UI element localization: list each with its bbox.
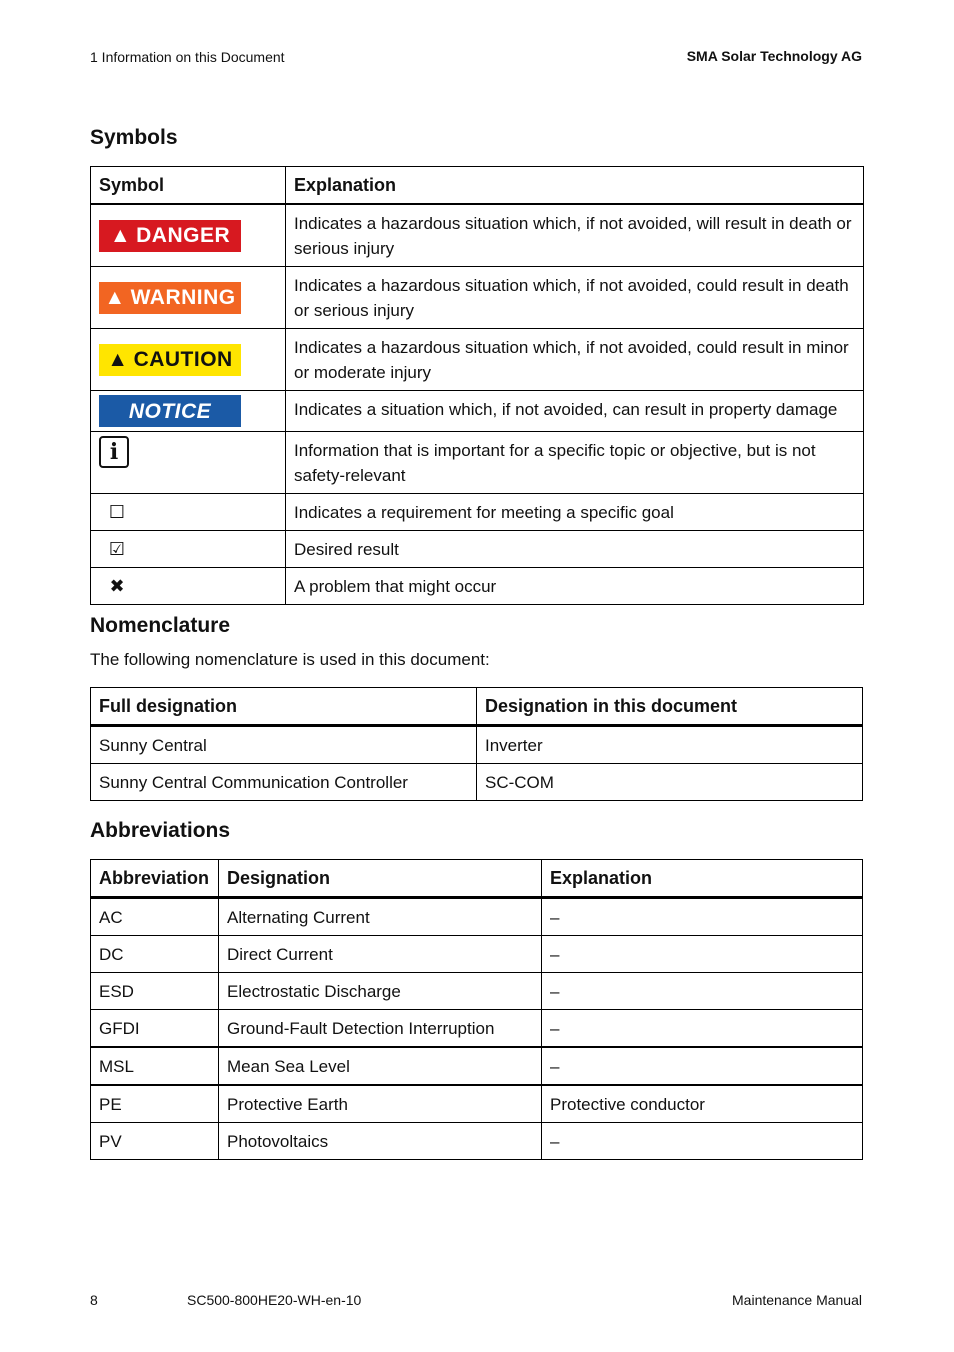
table-row — [91, 973, 863, 1010]
table-row — [91, 1047, 863, 1085]
table-row — [91, 764, 863, 801]
nomenclature-intro: The following nomenclature is used in this document: — [90, 650, 490, 669]
table-row — [91, 726, 863, 764]
nomenclature-title: Nomenclature — [90, 614, 231, 637]
table-cell: – — [542, 1047, 863, 1085]
warning-triangle-icon: ▲ — [104, 286, 126, 309]
table-cell: PV — [91, 1123, 219, 1160]
table-cell: Direct Current — [219, 936, 542, 973]
warning-badge: ▲ WARNING — [99, 282, 241, 314]
symbol-explanation: Desired result — [286, 531, 864, 568]
table-cell: MSL — [91, 1047, 219, 1085]
header-section: 1 Information on this Document — [90, 49, 285, 65]
table-row — [91, 432, 864, 494]
table-cell: Protective Earth — [219, 1085, 542, 1123]
symbol-explanation: Indicates a requirement for meeting a specific goal — [286, 494, 864, 531]
table-cell: Sunny Central — [91, 726, 477, 764]
checkbox-icon: ☐ — [108, 501, 126, 522]
column-header: Abbreviation — [91, 860, 219, 898]
table-cell: Alternating Current — [219, 898, 542, 936]
column-header: Full designation — [91, 688, 477, 726]
table-row — [91, 329, 864, 391]
table-row — [91, 1085, 863, 1123]
table-cell: AC — [91, 898, 219, 936]
table-header-row — [91, 167, 864, 205]
table-cell: Inverter — [477, 726, 863, 764]
table-row — [91, 391, 864, 432]
symbol-explanation: A problem that might occur — [286, 568, 864, 605]
table-cell: Mean Sea Level — [219, 1047, 542, 1085]
column-header: Symbol — [91, 167, 286, 205]
table-cell: SC-COM — [477, 764, 863, 801]
table-cell: – — [542, 898, 863, 936]
danger-badge: ▲ DANGER — [99, 220, 241, 252]
notice-badge: NOTICE — [99, 395, 241, 427]
checked-box-icon: ☑ — [108, 538, 126, 559]
document-id: SC500-800HE20-WH-en-10 — [187, 1292, 362, 1308]
symbols-table — [90, 166, 864, 605]
column-header: Designation — [219, 860, 542, 898]
table-row — [91, 898, 863, 936]
symbol-explanation: Indicates a hazardous situation which, if not avoided, could result in minor or moderate injury — [286, 329, 864, 391]
table-cell: Electrostatic Discharge — [219, 973, 542, 1010]
table-cell: Photovoltaics — [219, 1123, 542, 1160]
warning-triangle-icon: ▲ — [109, 224, 132, 247]
table-header-row — [91, 688, 863, 726]
table-cell: – — [542, 1010, 863, 1048]
table-cell: PE — [91, 1085, 219, 1123]
symbols-title: Symbols — [90, 126, 178, 149]
document-type: Maintenance Manual — [732, 1292, 862, 1308]
cross-icon: ✖ — [109, 575, 125, 596]
abbreviations-title: Abbreviations — [90, 819, 231, 842]
table-cell: Protective conductor — [542, 1085, 863, 1123]
table-cell: DC — [91, 936, 219, 973]
caution-badge: ▲ CAUTION — [99, 344, 241, 376]
table-cell: Ground-Fault Detection Interruption — [219, 1010, 542, 1048]
table-row — [91, 568, 864, 605]
column-header: Explanation — [286, 167, 864, 205]
nomenclature-table — [90, 687, 863, 801]
column-header: Explanation — [542, 860, 863, 898]
table-row — [91, 936, 863, 973]
abbreviations-table — [90, 859, 863, 1160]
table-cell: Sunny Central Communication Controller — [91, 764, 477, 801]
table-cell: – — [542, 1123, 863, 1160]
page-number: 8 — [90, 1292, 98, 1308]
table-header-row — [91, 860, 863, 898]
table-cell: GFDI — [91, 1010, 219, 1048]
table-row — [91, 531, 864, 568]
table-cell: – — [542, 973, 863, 1010]
header-company: SMA Solar Technology AG — [686, 48, 862, 64]
symbol-explanation: Indicates a hazardous situation which, if not avoided, could result in death or serious injury — [286, 267, 864, 329]
warning-triangle-icon: ▲ — [107, 348, 129, 371]
table-row — [91, 204, 864, 267]
column-header: Designation in this document — [477, 688, 863, 726]
table-row — [91, 1123, 863, 1160]
table-row — [91, 494, 864, 531]
table-cell: ESD — [91, 973, 219, 1010]
table-cell: – — [542, 936, 863, 973]
info-icon: i — [99, 436, 129, 468]
table-row — [91, 1010, 863, 1048]
table-row — [91, 267, 864, 329]
symbol-explanation: Indicates a situation which, if not avoided, can result in property damage — [286, 391, 864, 432]
symbol-explanation: Information that is important for a specific topic or objective, but is not safety-relevant — [286, 432, 864, 494]
symbol-explanation: Indicates a hazardous situation which, if not avoided, will result in death or serious injury — [286, 204, 864, 267]
